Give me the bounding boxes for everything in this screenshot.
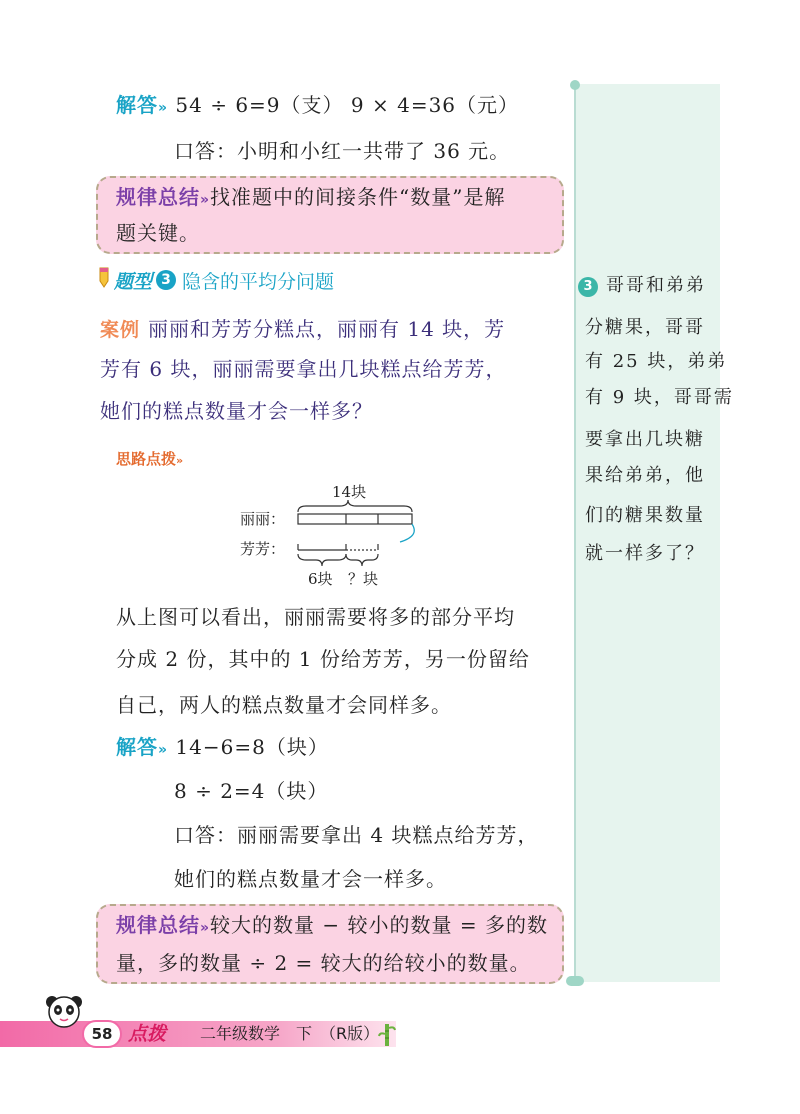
summary2-line1: 规律总结»较大的数量 − 较小的数量 = 多的数 — [116, 913, 548, 937]
answer2-step2: 8 ÷ 2=4（块） — [174, 779, 329, 803]
answer2-line1: 解答» 14−6=8（块） — [116, 735, 329, 759]
diagram-bottom-label2: ？块 — [348, 570, 379, 588]
sidebar-panel — [574, 84, 720, 982]
answer2-label: 解答 — [116, 735, 158, 759]
answer2-step1: 14−6=8（块） — [175, 735, 329, 759]
footer-book-title: 二年级数学 下 （R版） — [200, 1024, 380, 1043]
sidebar-line-7: 们的糖果数量 — [585, 505, 705, 526]
summary1-line1: 规律总结»找准题中的间接条件“数量”是解 — [116, 185, 506, 209]
footer-brand: 点拨 — [128, 1023, 167, 1045]
answer1-line: 解答» 54 ÷ 6=9（支） 9 × 4=36（元） — [116, 93, 520, 117]
explanation-line2: 分成 2 份，其中的 1 份给芳芳，另一份留给 — [116, 647, 530, 671]
sidebar-line-8: 就一样多了？ — [585, 543, 705, 564]
summary2-label: 规律总结 — [116, 913, 200, 937]
summary1-line2: 题关键。 — [116, 221, 200, 245]
section-title: 隐含的平均分问题 — [182, 270, 335, 293]
answer1-formula: 54 ÷ 6=9（支） 9 × 4=36（元） — [175, 93, 520, 117]
line-diagram — [236, 484, 436, 592]
answer1-reply: 口答：小明和小红一共带了 36 元。 — [174, 139, 511, 163]
sidebar-line-5: 要拿出几块糖 — [585, 429, 705, 450]
summary1-box — [96, 176, 564, 254]
diagram-bottom-label1: 6块 — [308, 570, 333, 588]
diagram-row2-label: 芳芳： — [240, 540, 286, 558]
sidebar-top-ornament-icon — [570, 80, 580, 90]
summary1-label: 规律总结 — [116, 185, 200, 209]
section-tag: 题型 — [114, 270, 153, 293]
sidebar-bottom-ornament-icon — [566, 976, 584, 986]
sidebar-line-2: 分糖果，哥哥 — [585, 317, 705, 338]
summary2-box — [96, 904, 564, 984]
answer2-reply1: 口答：丽丽需要拿出 4 块糕点给芳芳， — [174, 823, 539, 847]
diagram-top-label: 14块 — [332, 483, 367, 501]
diagram-row1-label: 丽丽： — [240, 510, 286, 528]
section-number-badge: 3 — [156, 270, 176, 290]
section-heading — [114, 266, 334, 294]
example-line1 — [100, 314, 505, 345]
sidebar-line-3: 有 25 块，弟弟 — [585, 351, 728, 372]
sidebar-line-1: 哥哥和弟弟 — [606, 275, 706, 296]
sidebar-line-4: 有 9 块，哥哥需 — [585, 387, 734, 408]
page-number-badge — [82, 1020, 122, 1048]
summary2-text1: 较大的数量 − 较小的数量 = 多的数 — [210, 913, 548, 937]
example-label: 案例 — [100, 319, 141, 341]
explanation-line3: 自己，两人的糕点数量才会同样多。 — [116, 693, 452, 717]
summary1-text1: 找准题中的间接条件“数量”是解 — [210, 185, 506, 209]
example-line3: 她们的糕点数量才会一样多？ — [100, 399, 373, 423]
example-line2: 芳有 6 块，丽丽需要拿出几块糕点给芳芳， — [100, 357, 507, 381]
example-text1: 丽丽和芳芳分糕点，丽丽有 14 块，芳 — [148, 317, 506, 341]
sidebar-line-6: 果给弟弟，他 — [585, 465, 705, 486]
pencil-icon — [96, 266, 114, 292]
hint-label: 思路点拨» — [116, 450, 184, 468]
answer1-label: 解答 — [116, 93, 158, 117]
panda-mascot-icon — [44, 994, 84, 1034]
answer2-reply2: 她们的糕点数量才会一样多。 — [174, 867, 447, 891]
bamboo-icon — [378, 1022, 396, 1050]
sidebar-divider — [574, 84, 576, 982]
explanation-line1: 从上图可以看出，丽丽需要将多的部分平均 — [116, 605, 515, 629]
summary2-line2: 量，多的数量 ÷ 2 = 较大的给较小的数量。 — [116, 951, 531, 975]
page-number: 58 — [91, 1025, 113, 1043]
sidebar-number-badge: 3 — [578, 277, 598, 297]
